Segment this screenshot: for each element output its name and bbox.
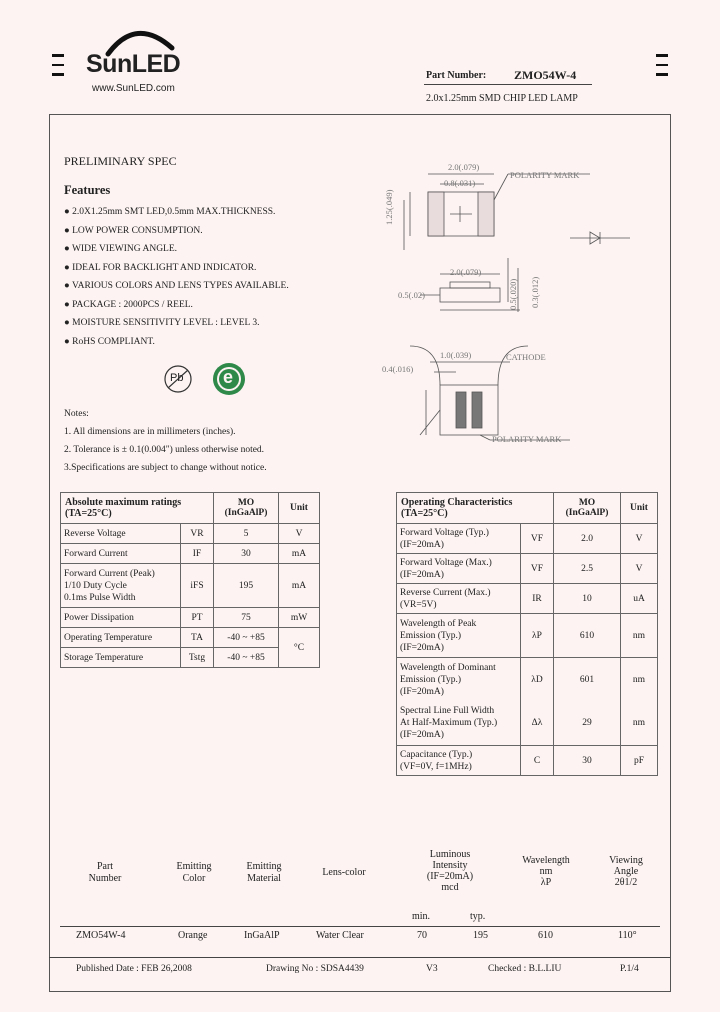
table-row: Spectral Line Full Width At Half-Maximum (Typ.) (IF=20mA) Δλ 29 nm: [397, 702, 658, 746]
page-number: P.1/4: [620, 964, 639, 974]
dim-label: 2.0(.079): [448, 162, 480, 172]
table-row: Forward Voltage (Max.) (IF=20mA) VF 2.5 V: [397, 554, 658, 584]
dimension-drawing: [380, 150, 660, 450]
absolute-max-ratings-table: [60, 492, 320, 668]
table-row: Forward Current IF 30 mA: [61, 544, 320, 564]
header-luminous-intensity: Luminous Intensity (IF=20mA) mcd: [426, 849, 474, 893]
table-title: Absolute maximum ratings (TA=25°C): [61, 493, 214, 524]
brand-url: www.SunLED.com: [92, 83, 175, 94]
col-mo: MO (InGaAlP): [214, 493, 279, 524]
note-item: 1. All dimensions are in millimeters (inches).: [64, 427, 236, 437]
min-label: min.: [412, 911, 431, 922]
pb-label: Pb: [170, 372, 184, 384]
table-row: Forward Voltage (Typ.) (IF=20mA) VF 2.0 V: [397, 524, 658, 554]
selection-row: [60, 930, 660, 944]
e-label: e: [223, 367, 234, 387]
checked-by: Checked : B.L.LIU: [488, 964, 562, 974]
feature-item: ● WIDE VIEWING ANGLE.: [64, 244, 178, 254]
package-outline-drawing: [380, 150, 660, 450]
operating-characteristics-table: [396, 492, 658, 776]
feature-item: ● 2.0X1.25mm SMT LED,0.5mm MAX.THICKNESS.: [64, 207, 276, 217]
feature-item: ● RoHS COMPLIANT.: [64, 336, 155, 347]
feature-item: ● LOW POWER CONSUMPTION.: [64, 225, 203, 236]
table-row: Storage Temperature Tstg -40 ~ +85: [61, 648, 320, 668]
header-part-number: Part Number: [88, 861, 122, 884]
polarity-mark-label: POLARITY MARK: [510, 170, 580, 180]
polarity-mark-label: POLARITY MARK: [492, 434, 562, 444]
row-part: ZMO54W-4: [76, 930, 126, 941]
table-row: Reverse Voltage VR 5 V: [61, 524, 320, 544]
dim-label: 1.25(.049): [384, 189, 394, 225]
dim-label: 0.5(.020): [508, 278, 518, 310]
dim-label: 0.4(.016): [382, 364, 414, 374]
dim-label: 1.0(.039): [440, 350, 472, 360]
row-color: Orange: [178, 930, 208, 941]
col-unit: Unit: [279, 493, 320, 524]
footer-divider: [49, 957, 670, 958]
part-number-label: Part Number:: [426, 70, 487, 81]
dim-label: 0.3(.012): [530, 276, 540, 308]
feature-item: ● MOISTURE SENSITIVITY LEVEL : LEVEL 3.: [64, 318, 260, 328]
notes: [64, 405, 267, 477]
row-lens: Water Clear: [316, 930, 364, 941]
header-emitting-material: Emitting Material: [246, 861, 282, 884]
part-description: 2.0x1.25mm SMD CHIP LED LAMP: [426, 93, 578, 104]
features-title: Features: [64, 183, 111, 197]
feature-item: ● IDEAL FOR BACKLIGHT AND INDICATOR.: [64, 262, 257, 273]
header-wavelength: Wavelength nm λP: [522, 855, 570, 888]
col-mo: MO (InGaAlP): [554, 493, 621, 524]
table-row: Reverse Current (Max.) (VR=5V) IR 10 uA: [397, 584, 658, 614]
row-typ: 195: [473, 930, 488, 941]
table-row: Operating Temperature TA -40 ~ +85 °C: [61, 628, 320, 648]
dim-label: 2.0(.079): [450, 267, 482, 277]
part-number: ZMO54W-4: [514, 68, 577, 82]
part-number-underline: [424, 84, 592, 85]
left-margin-bars: [52, 54, 64, 83]
published-date: Published Date : FEB 26,2008: [76, 964, 192, 974]
pb-free-icon: [163, 364, 193, 394]
header-lens-color: Lens-color: [322, 867, 366, 878]
feature-item: ● PACKAGE : 2000PCS / REEL.: [64, 299, 193, 310]
table-title: Operating Characteristics (TA=25°C): [397, 493, 554, 524]
typ-label: typ.: [470, 911, 486, 922]
dim-label: 0.8(.031): [444, 178, 476, 188]
brand-name: SunLED: [86, 50, 181, 78]
row-angle: 110°: [618, 930, 637, 941]
table-header-row: [61, 493, 320, 524]
right-margin-bars: [656, 54, 668, 83]
notes-title: Notes:: [64, 409, 89, 419]
rohs-e-icon: [211, 361, 247, 397]
table-row: Capacitance (Typ.) (VF=0V, f=1MHz) C 30 pF: [397, 746, 658, 776]
table-row: Forward Current (Peak) 1/10 Duty Cycle 0.1ms Pulse Width iFS 195 mA: [61, 564, 320, 608]
header-emitting-color: Emitting Color: [176, 861, 212, 884]
row-min: 70: [417, 930, 427, 941]
dim-label: 0.5(.02): [398, 290, 425, 300]
sunled-logo: [86, 22, 196, 82]
row-wavelength: 610: [538, 930, 553, 941]
version: V3: [426, 964, 438, 974]
feature-item: ● VARIOUS COLORS AND LENS TYPES AVAILABLE.: [64, 281, 289, 291]
cathode-label: CATHODE: [506, 352, 546, 362]
note-item: 2. Tolerance is ± 0.1(0.004") unless otherwise noted.: [64, 445, 265, 455]
features-list: [64, 203, 289, 351]
row-material: InGaAlP: [244, 930, 280, 941]
col-unit: Unit: [621, 493, 658, 524]
header-viewing-angle: Viewing Angle 2θ1/2: [609, 855, 643, 888]
note-item: 3.Specifications are subject to change without notice.: [64, 463, 267, 473]
table-row: Wavelength of Dominant Emission (Typ.) (IF=20mA) λD 601 nm: [397, 658, 658, 702]
selection-divider: [60, 926, 660, 927]
drawing-number: Drawing No : SDSA4439: [266, 964, 364, 974]
spec-status: PRELIMINARY SPEC: [64, 154, 177, 168]
table-header-row: [397, 493, 658, 524]
table-row: Wavelength of Peak Emission (Typ.) (IF=20mA) λP 610 nm: [397, 614, 658, 658]
table-row: Power Dissipation PT 75 mW: [61, 608, 320, 628]
